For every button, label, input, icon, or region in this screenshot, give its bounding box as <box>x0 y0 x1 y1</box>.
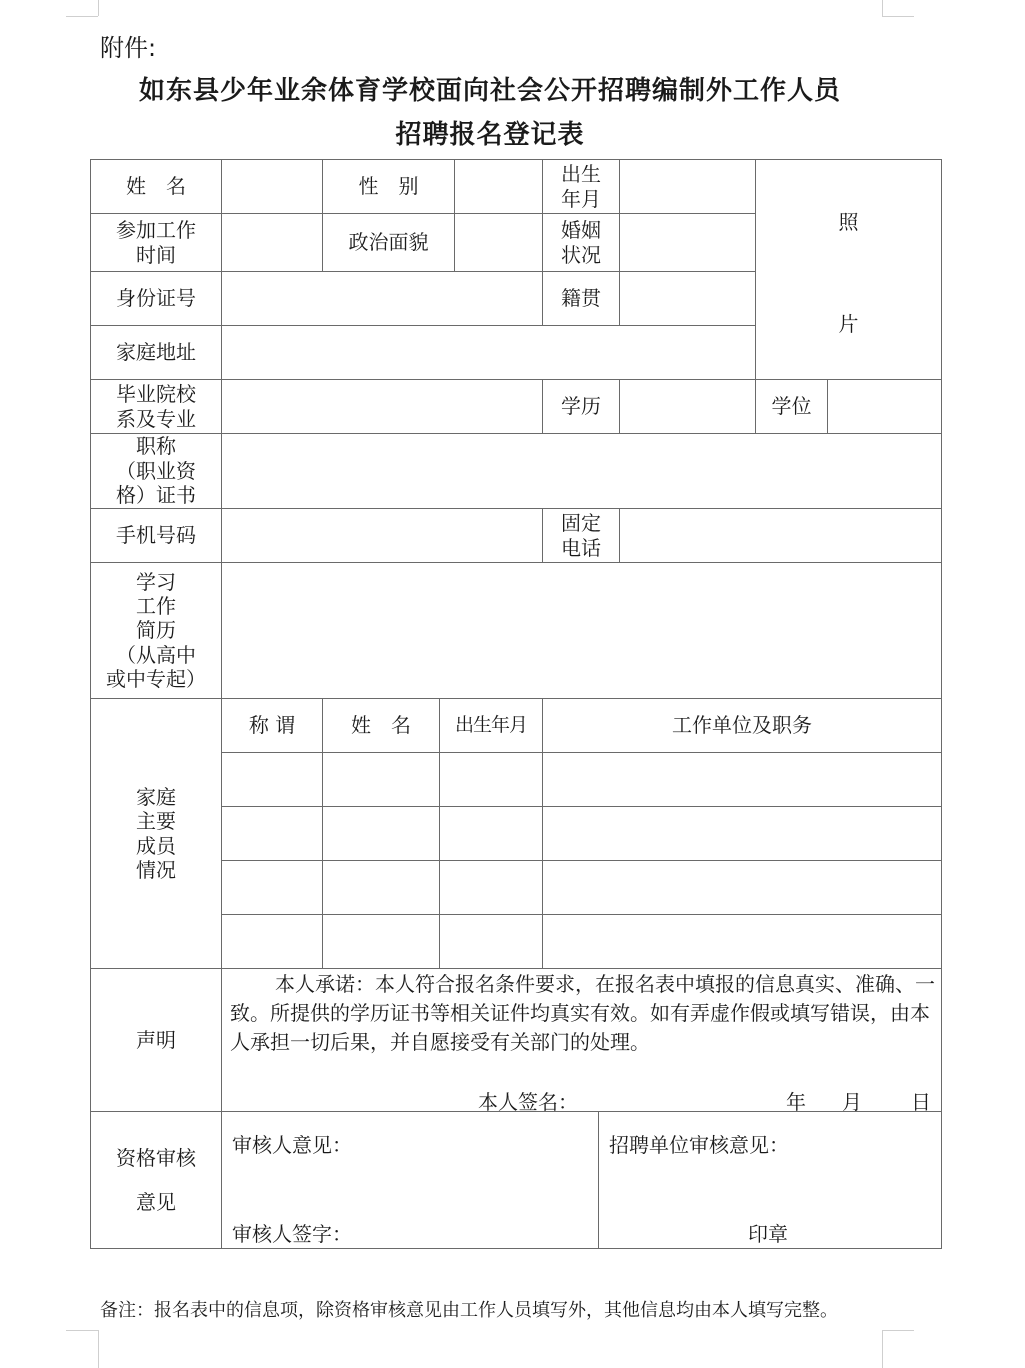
form-subtitle: 招聘报名登记表 <box>395 120 585 150</box>
month-label: 月 <box>842 1090 862 1114</box>
form-title: 如东县少年业余体育学校面向社会公开招聘编制外工作人员 <box>138 76 841 106</box>
gender-label: 性 别 <box>358 174 419 199</box>
family-header-birth: 出生年月 <box>454 713 527 736</box>
mobile-label: 手机号码 <box>116 523 196 548</box>
name-label: 姓 名 <box>126 174 186 199</box>
gender-field[interactable] <box>455 160 542 213</box>
table-border <box>941 159 942 1249</box>
political-field[interactable] <box>455 214 542 271</box>
address-label: 家庭地址 <box>116 340 196 365</box>
day-label: 日 <box>911 1090 931 1114</box>
family-row-1[interactable] <box>222 753 941 806</box>
work-start-label: 参加工作 时间 <box>116 218 196 267</box>
reviewer-opinion-label: 审核人意见： <box>232 1133 352 1157</box>
work-start-field[interactable] <box>222 214 322 271</box>
family-header-name: 姓 名 <box>351 713 411 738</box>
name-field[interactable] <box>222 160 322 213</box>
id-field[interactable] <box>222 272 542 325</box>
photo-label-bottom: 片 <box>838 311 859 336</box>
family-row-4[interactable] <box>222 915 941 968</box>
footer-note: 备注：报名表中的信息项，除资格审核意见由工作人员填写外，其他信息均由本人填写完整。 <box>100 1300 838 1321</box>
photo-label-top: 照 <box>838 209 859 234</box>
family-row-2[interactable] <box>222 807 941 860</box>
table-border <box>90 1248 942 1249</box>
family-row-3[interactable] <box>222 861 941 914</box>
mobile-field[interactable] <box>222 509 542 562</box>
education-label: 学历 <box>561 394 601 419</box>
declaration-text: 本人承诺：本人符合报名条件要求，在报名表中填报的信息真实、准确、一致。所提供的学历证书等相关证件均真实有效。如有弄虚作假或填写错误，由本人承担一切后果，并自愿接受有关部门的处理。 <box>230 972 935 1054</box>
family-label: 家庭 主要 成员 情况 <box>136 784 176 882</box>
table-rule <box>598 1111 599 1249</box>
seal-label: 印章 <box>748 1222 788 1246</box>
address-field[interactable] <box>222 326 755 379</box>
phone-label: 固定 电话 <box>561 511 601 560</box>
id-label: 身份证号 <box>116 286 196 311</box>
political-label: 政治面貌 <box>348 230 429 255</box>
reviewer-signature-label: 审核人签字： <box>232 1222 352 1246</box>
school-field[interactable] <box>222 380 542 433</box>
attachment-label: 附件: <box>100 34 157 62</box>
signature-label: 本人签名： <box>478 1090 578 1114</box>
birth-label: 出生 年月 <box>561 162 601 211</box>
title-cert-field[interactable] <box>222 434 941 508</box>
employer-opinion-label: 招聘单位审核意见： <box>609 1133 789 1157</box>
birth-field[interactable] <box>620 160 755 213</box>
school-label: 毕业院校 系及专业 <box>116 382 196 431</box>
review-label: 资格审核 意见 <box>116 1146 196 1214</box>
declaration-label: 声明 <box>136 1027 176 1052</box>
marital-field[interactable] <box>620 214 755 271</box>
degree-label: 学位 <box>771 394 812 419</box>
year-label: 年 <box>786 1090 806 1114</box>
resume-label: 学习 工作 简历 （从高中 或中专起） <box>106 569 206 692</box>
resume-field[interactable] <box>222 563 941 698</box>
native-field[interactable] <box>620 272 755 325</box>
family-header-relation: 称 谓 <box>248 713 296 738</box>
phone-field[interactable] <box>620 509 941 562</box>
marital-label: 婚姻 状况 <box>561 218 601 267</box>
education-field[interactable] <box>620 380 755 433</box>
native-label: 籍贯 <box>561 286 601 311</box>
family-header-employer: 工作单位及职务 <box>672 713 812 738</box>
signature-field[interactable] <box>580 1082 770 1108</box>
title-cert-label: 职称 （职业资 格）证书 <box>116 434 196 508</box>
degree-field[interactable] <box>828 380 941 433</box>
